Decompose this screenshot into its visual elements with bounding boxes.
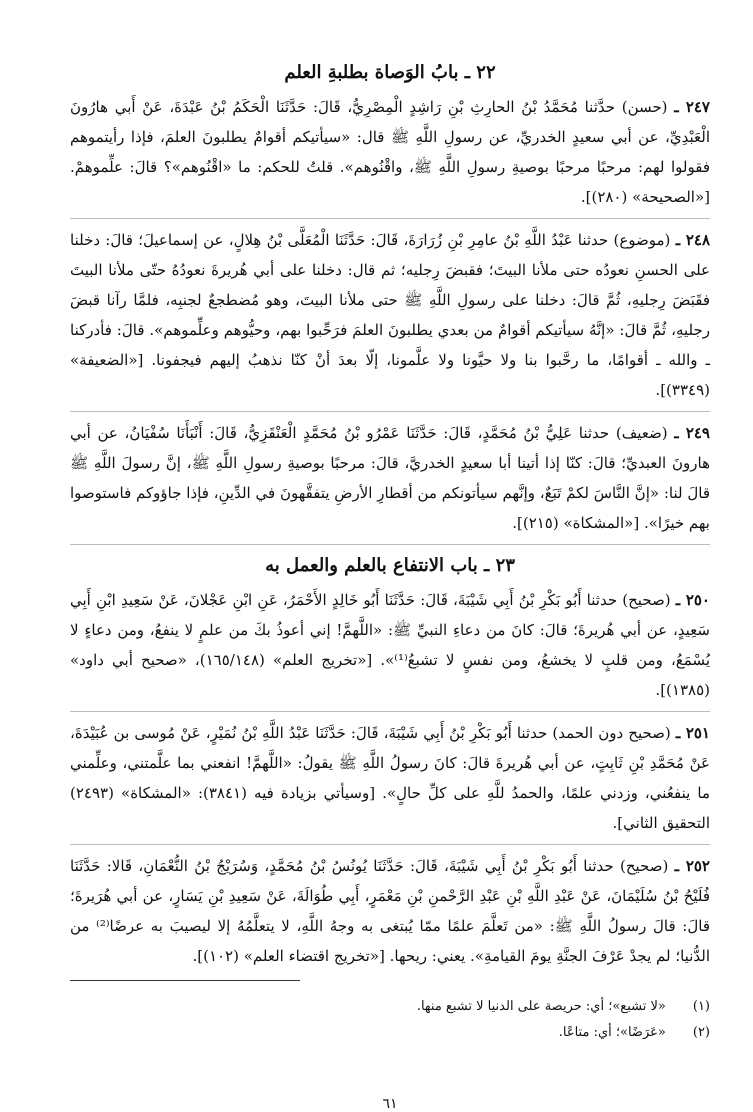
hadith-number: ٢٤٨ ـ xyxy=(675,231,710,249)
hadith-grade: (حسن) xyxy=(621,98,668,116)
hadith-247 xyxy=(70,92,710,219)
hadith-number: ٢٥٠ ـ xyxy=(675,591,710,609)
hadith-text: حدَّثنا مُحَمَّدُ بْنُ الحارِثِ بْنِ رَاشِدٍ الْمِصْرِيُّ، قَالَ: حَدَّثَنَا الْحَكَمُ بْنُ عَبْدَةَ، عَنْ أَبي هارُونَ الْعَبْدِيِّ، عن أبي سعيدٍ الخدريِّ، عن رسولِ اللَّهِ ﷺ قال: «سيأتيكم أقوامٌ يطلبونَ العلمَ، فإذا رأيتموهم فقولوا لهم: مرحبًا مرحبًا بوصيةِ رسولِ اللَّهِ ﷺ، واقْنُوهم». قلتُ للحكم: ما «اقْنُوهم»؟ قالَ: علِّموهمْ. [«الصحيحة» (٢٨٠)]. xyxy=(70,98,710,206)
hadith-grade: (ضعيف) xyxy=(615,424,668,442)
footnotes xyxy=(70,994,710,1046)
hadith-number: ٢٤٩ ـ xyxy=(674,424,710,442)
footnote-2 xyxy=(70,1020,710,1046)
footnote-number: (٢) xyxy=(692,1025,710,1040)
page-number: ٦١ xyxy=(382,1096,398,1112)
hadith-number: ٢٥٢ ـ xyxy=(674,857,710,875)
document-page xyxy=(70,58,711,1112)
hadith-number: ٢٥١ ـ xyxy=(675,724,710,742)
footnote-text: «لا تشبع»؛ أي: حريصة على الدنيا لا تشبع منها. xyxy=(416,999,666,1014)
hadith-grade: (موضوع) xyxy=(613,231,671,249)
hadith-249 xyxy=(70,418,710,545)
hadith-251 xyxy=(70,718,710,845)
footnote-divider xyxy=(70,980,300,981)
chapter-22-title: ٢٢ ـ بابُ الوَصاة بطلبةِ العلم xyxy=(284,62,496,83)
hadith-252 xyxy=(70,851,710,977)
hadith-number: ٢٤٧ ـ xyxy=(674,98,710,116)
footnote-1 xyxy=(70,994,710,1020)
hadith-text: حدثنا أَبُو بَكْرِ بْنُ أَبِي شَيْبَةَ، قَالَ: حَدَّثَنَا عَبْدُ اللَّهِ بْنُ نُمَيْرٍ، عَنْ مُوسى بن عُبَيْدَةَ، عَنْ مُحَمَّدِ بْنِ ثَابِتٍ، عن أبي هُريرةَ قالَ: كانَ رسولُ اللَّهِ ﷺ يقولُ: «اللَّهمَّ! انفعني بما علَّمتني، وعلِّمني ما ينفعُني، وزدني علمًا، والحمدُ للَّهِ على كلِّ حالٍ». [وسيأتي بزيادة فيه (٣٨٤١): «المشكاة» (٢٤٩٣) التحقيق الثاني]. xyxy=(70,724,711,832)
hadith-250 xyxy=(70,585,710,712)
chapter-23-title: ٢٣ ـ باب الانتفاع بالعلم والعمل به xyxy=(265,555,515,576)
hadith-248 xyxy=(70,225,710,412)
hadith-grade: (صحيح دون الحمد) xyxy=(552,724,671,742)
hadith-text: حدثنا عَبْدُ اللَّهِ بْنُ عامِرِ بْنِ زُرَارَةَ، قَالَ: حَدَّثَنَا الْمُعَلَّى بْنُ هِلالٍ، عن إسماعيلَ؛ قالَ: دخلنا على الحسنِ نعودُه حتى ملأنا البيتَ؛ فقبضَ رِجليه؛ ثم قال: دخلنا على أبي هُريرةَ نعودُهُ حتّى ملأنا البيتَ فقَبَضَ رِجليهِ، ثُمَّ قالَ: دخلنا على رسولِ اللَّهِ ﷺ حتى ملأنا البيتَ، وهو مُضطجعٌ لجنبِه، فلمَّا رآنا قبضَ رجليهِ، ثُمَّ قالَ: «إنَّهُ سيأتيكم أقوامٌ من بعدي يطلبونَ العلمَ فرَحِّبوا بهم، وحيُّوهم وعلِّموهم». قالَ: فأدركنا ـ والله ـ أقوامًا، ما رحَّبوا بنا ولا حيَّونا ولا علَّمونا، إلّا بعدَ أنْ كنّا نذهبُ إليهم فيجفونا. [«الضعيفة» (٣٣٤٩)]. xyxy=(70,231,710,399)
footnote-text: «عَرَضًا»؛ أي: متاعًا. xyxy=(558,1025,666,1040)
hadith-text: حدثنا أَبُو بَكْرِ بْنُ أَبِي شَيْبَةَ، قَالَ: حَدَّثَنَا أَبُو خَالِدٍ الأَحْمَرُ، عَنِ ابْنِ عَجْلانَ، عَنْ سَعِيدِ ابْنِ أَبِي سَعِيدٍ، عن أبي هُريرةَ؛ قالَ: كانَ من دعاءِ النبيِّ ﷺ: «اللَّهمَّ! إني أعوذُ بكَ من علمٍ لا ينفعُ، ومن دعاءٍ لا يُسْمَعُ، ومن قلبٍ لا يخشعُ، ومن نفسٍ لا تشبعُ⁽¹⁾». [«تخريج العلم» (١٦٥/١٤٨)، «صحيح أبي داود» (١٣٨٥)]. xyxy=(70,591,710,699)
hadith-text: حدثنا عَلِيُّ بْنُ مُحَمَّدٍ، قَالَ: حَدَّثَنَا عَمْرُو بْنُ مُحَمَّدٍ الْعَنْقَزِيُّ، قَالَ: أَنْبَأَنَا سُفْيَانُ، عن أبي هارونَ العبديِّ؛ قالَ: كنّا إذا أتينا أبا سعيدٍ الخدريَّ، قالَ: مرحبًا بوصيةِ رسولِ اللَّهِ ﷺ، إنَّ رسولَ اللَّهِ ﷺ قالَ لنا: «إنَّ النَّاسَ لكمْ تَبَعٌ، وإنَّهم سيأتونكم من أقطارِ الأرضِ يتفقَّهونَ في الدِّينِ، فإذا جاؤوكم فاستوصوا بهم خيرًا». [«المشكاة» (٢١٥)]. xyxy=(70,424,710,532)
hadith-text: حدثنا أَبُو بَكْرِ بْنُ أَبِي شَيْبَةَ، قَالَ: حَدَّثَنَا يُونُسُ بْنُ مُحَمَّدٍ، وَسُرَيْجُ بْنُ النُّعْمَانِ، قَالا: حَدَّثَنَا فُلَيْحُ بْنُ سُلَيْمَانَ، عَنْ عَبْدِ اللَّهِ بْنِ عَبْدِ الرَّحْمنِ بْنِ مَعْمَرٍ، أَبِي طُوَالَةَ، عَنْ سَعِيدِ بْنِ يَسَارٍ، عن أبي هُرَيرةَ؛ قالَ: قالَ رسولُ اللَّهِ ﷺ: «من تَعلَّمَ علمًا ممّا يُبتغى به وجهُ اللَّهِ، لا يتعلَّمُهُ إلا ليصيبَ به عرضًا⁽²⁾ من الدُّنيا؛ لم يجدْ عَرْفَ الجنَّةِ يومَ القيامةِ». يعني: ريحها. [«تخريج اقتضاء العلم» (١٠٢)]. xyxy=(70,857,710,965)
hadith-grade: (صحيح) xyxy=(620,857,669,875)
footnote-number: (١) xyxy=(692,999,710,1014)
hadith-grade: (صحيح) xyxy=(622,591,671,609)
